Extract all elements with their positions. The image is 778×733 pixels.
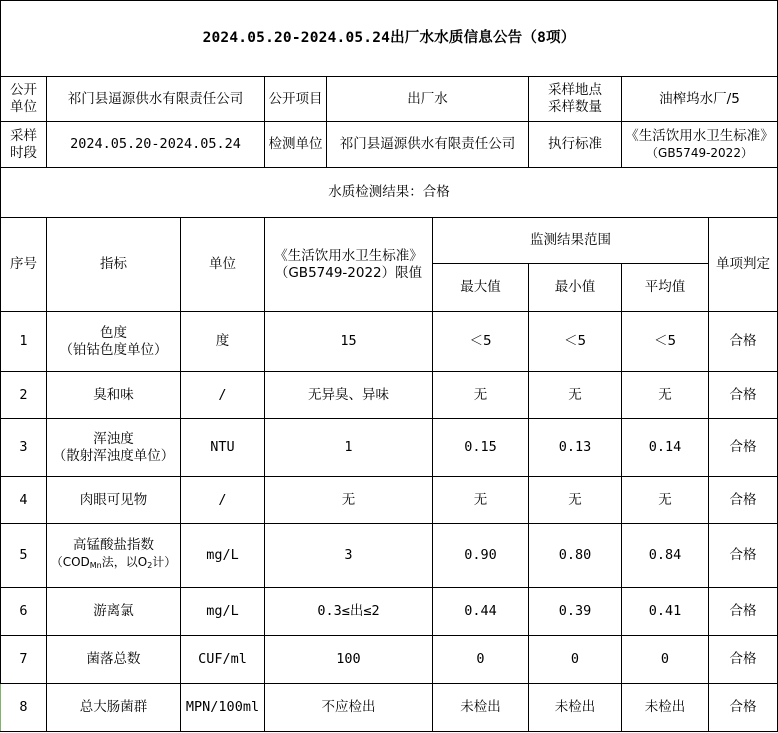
row-limit: 无 bbox=[265, 477, 433, 524]
row-min: 无 bbox=[529, 372, 622, 419]
row-unit: mg/L bbox=[181, 524, 265, 588]
row-verdict: 合格 bbox=[709, 636, 778, 684]
row-index: 5 bbox=[1, 524, 47, 588]
row-verdict: 合格 bbox=[709, 419, 778, 477]
row-unit: 度 bbox=[181, 312, 265, 372]
row-unit: NTU bbox=[181, 419, 265, 477]
row-avg: 0 bbox=[622, 636, 709, 684]
row-verdict: 合格 bbox=[709, 312, 778, 372]
table-row bbox=[1, 372, 778, 419]
row-avg: 0.14 bbox=[622, 419, 709, 477]
header-indicator: 指标 bbox=[47, 218, 181, 312]
row-min: 0.39 bbox=[529, 588, 622, 636]
sampling-period-value: 2024.05.20-2024.05.24 bbox=[47, 122, 265, 168]
header-unit: 单位 bbox=[181, 218, 265, 312]
table-row bbox=[1, 477, 778, 524]
row-unit: / bbox=[181, 372, 265, 419]
sampling-period-label: 采样 时段 bbox=[1, 122, 47, 168]
row-avg: 未检出 bbox=[622, 684, 709, 732]
sampling-site-label: 采样地点 采样数量 bbox=[529, 77, 622, 122]
header-max: 最大值 bbox=[433, 264, 529, 312]
row-min: ＜5 bbox=[529, 312, 622, 372]
row-indicator: 肉眼可见物 bbox=[47, 477, 181, 524]
row-min: 未检出 bbox=[529, 684, 622, 732]
row-max: 0 bbox=[433, 636, 529, 684]
header-range: 监测结果范围 bbox=[433, 218, 709, 264]
row-verdict: 合格 bbox=[709, 588, 778, 636]
publish-item-label: 公开项目 bbox=[265, 77, 327, 122]
publish-item-value: 出厂水 bbox=[327, 77, 529, 122]
row-index: 6 bbox=[1, 588, 47, 636]
row-verdict: 合格 bbox=[709, 524, 778, 588]
row-limit: 不应检出 bbox=[265, 684, 433, 732]
table-row bbox=[1, 312, 778, 372]
row-avg: ＜5 bbox=[622, 312, 709, 372]
row-avg: 无 bbox=[622, 477, 709, 524]
row-max: 0.90 bbox=[433, 524, 529, 588]
row-min: 无 bbox=[529, 477, 622, 524]
page-title: 2024.05.20-2024.05.24出厂水水质信息公告（8项） bbox=[1, 1, 778, 77]
row-unit: CUF/ml bbox=[181, 636, 265, 684]
row-limit: 100 bbox=[265, 636, 433, 684]
header-index: 序号 bbox=[1, 218, 47, 312]
row-verdict: 合格 bbox=[709, 477, 778, 524]
row-limit: 3 bbox=[265, 524, 433, 588]
row-min: 0.80 bbox=[529, 524, 622, 588]
header-limit: 《生活饮用水卫生标准》 （GB5749-2022）限值 bbox=[265, 218, 433, 312]
standard-value: 《生活饮用水卫生标准》 （GB5749-2022） bbox=[622, 122, 778, 168]
row-max: 0.15 bbox=[433, 419, 529, 477]
row-unit: / bbox=[181, 477, 265, 524]
row-verdict: 合格 bbox=[709, 684, 778, 732]
table-row bbox=[1, 588, 778, 636]
row-indicator: 总大肠菌群 bbox=[47, 684, 181, 732]
header-verdict: 单项判定 bbox=[709, 218, 778, 312]
standard-label: 执行标准 bbox=[529, 122, 622, 168]
row-avg: 0.41 bbox=[622, 588, 709, 636]
row-max: 无 bbox=[433, 477, 529, 524]
table-row bbox=[1, 684, 778, 732]
row-indicator: 浑浊度 （散射浑浊度单位） bbox=[47, 419, 181, 477]
sampling-site-value: 油榨坞水厂/5 bbox=[622, 77, 778, 122]
row-index: 2 bbox=[1, 372, 47, 419]
row-unit: MPN/100ml bbox=[181, 684, 265, 732]
publish-unit-label: 公开 单位 bbox=[1, 77, 47, 122]
row-unit: mg/L bbox=[181, 588, 265, 636]
testing-unit-value: 祁门县逼源供水有限责任公司 bbox=[327, 122, 529, 168]
row-limit: 1 bbox=[265, 419, 433, 477]
table-row bbox=[1, 524, 778, 588]
table-row bbox=[1, 636, 778, 684]
testing-unit-label: 检测单位 bbox=[265, 122, 327, 168]
row-max: 未检出 bbox=[433, 684, 529, 732]
row-max: 无 bbox=[433, 372, 529, 419]
row-limit: 15 bbox=[265, 312, 433, 372]
row-limit: 0.3≤出≤2 bbox=[265, 588, 433, 636]
row-index: 7 bbox=[1, 636, 47, 684]
row-avg: 0.84 bbox=[622, 524, 709, 588]
row-avg: 无 bbox=[622, 372, 709, 419]
row-max: ＜5 bbox=[433, 312, 529, 372]
result-summary: 水质检测结果：合格 bbox=[1, 168, 778, 218]
header-avg: 平均值 bbox=[622, 264, 709, 312]
row-index: 4 bbox=[1, 477, 47, 524]
row-min: 0.13 bbox=[529, 419, 622, 477]
table-row bbox=[1, 419, 778, 477]
row-verdict: 合格 bbox=[709, 372, 778, 419]
row-indicator: 高锰酸盐指数 （$COD_{Mn}$法，以$O_2$计） bbox=[47, 524, 181, 588]
header-min: 最小值 bbox=[529, 264, 622, 312]
row-index: 3 bbox=[1, 419, 47, 477]
row-index: 1 bbox=[1, 312, 47, 372]
row-limit: 无异臭、异味 bbox=[265, 372, 433, 419]
row-indicator: 臭和味 bbox=[47, 372, 181, 419]
row-min: 0 bbox=[529, 636, 622, 684]
row-max: 0.44 bbox=[433, 588, 529, 636]
row-indicator: 菌落总数 bbox=[47, 636, 181, 684]
publish-unit-value: 祁门县逼源供水有限责任公司 bbox=[47, 77, 265, 122]
row-index: 8 bbox=[1, 684, 47, 732]
row-indicator: 色度 （铂钴色度单位） bbox=[47, 312, 181, 372]
row-indicator: 游离氯 bbox=[47, 588, 181, 636]
